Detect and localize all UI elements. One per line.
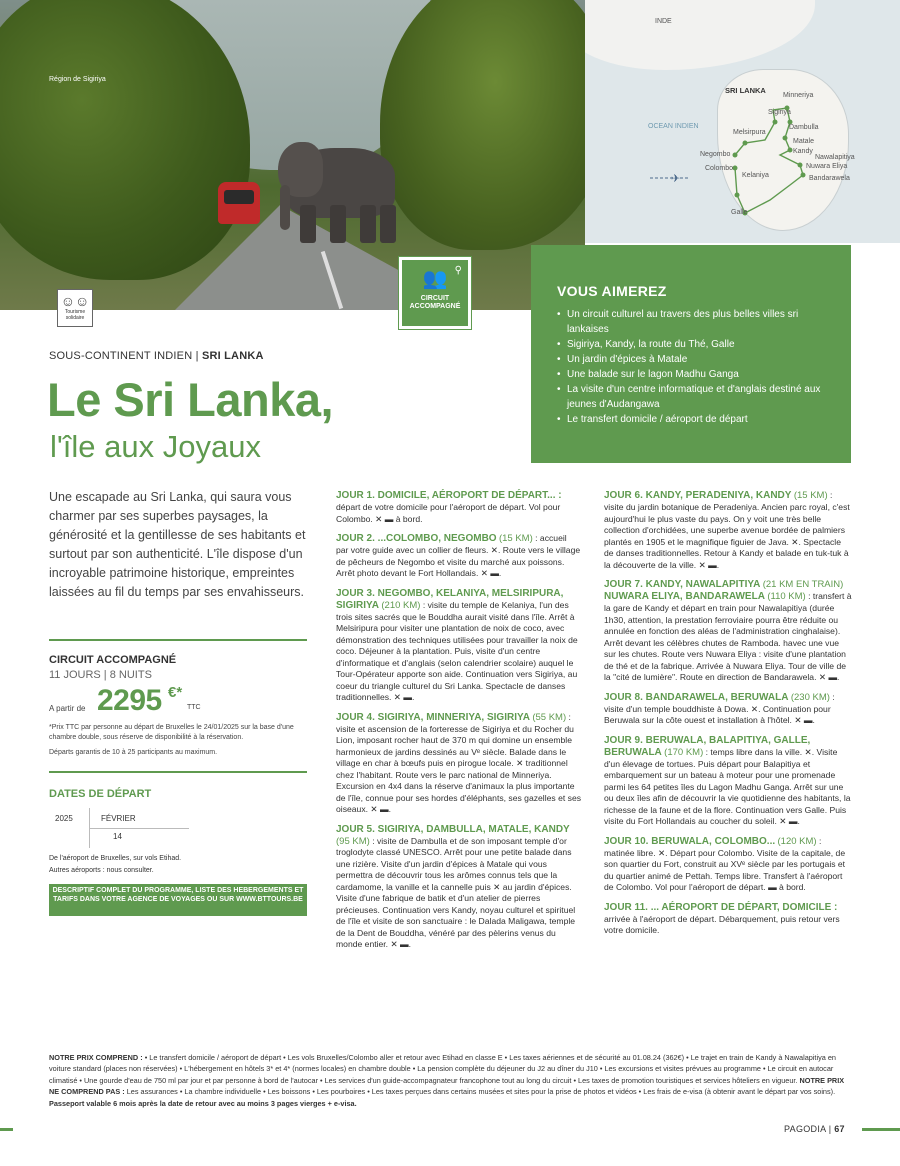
location-pin-icon: ⚲ xyxy=(454,265,462,276)
itinerary-day xyxy=(336,490,581,525)
circuit-badge-line1: CIRCUIT xyxy=(420,295,450,302)
day-text: : visite du temple de Kelaniya, l'un des trois sites sacrés que le Bouddha aurait visité dans l'île. Arrêt à Melsiripura pour visiter une plantation de noix de coco, avec démonstration des techniques utilisées pour travailler la noix de coco. Déjeuner à la plantation. Puis, visite d'un centre d'informatique et d'anglais (selon calendrier scolaire) auquel le Tour-Opérateur apporte son aide. Continuation vers Sigiriya, au coeur du triangle culturel du Sri Lanka. Spectacle de danses traditionnelles. ✕ ▬. xyxy=(336,599,578,702)
day-distance: (230 KM) xyxy=(790,691,830,703)
itinerary-day xyxy=(604,836,852,894)
dates-month: FÉVRIER xyxy=(101,814,136,823)
dates-hline xyxy=(89,828,189,829)
map-label-negombo: Negombo xyxy=(700,151,731,158)
includes-text: • Le transfert domicile / aéroport de départ • Les vols Bruxelles/Colombo aller et retour avec Etihad en classe E • Les taxes aériennes et de sécurité au 01.08.24 (362€) • Le trajet en train de Kandy à Nawalapitiya en voiture standard (places non réservées) • L'hébergement en hôtels 3* et 4* (normes locales) en chambre double • La pension complète du déjeuner du J2 au dîner du J10 • Les excursions et visites prévues au programme • Le circuit en autocar climatisé • Une gourde d'eau de 750 ml par jour et par personne à bord de l'autocar • Les services d'un guide-accompagnateur francophone tout au long du circuit • Les taxes de promotion touristiques et services hôteliers en vigueur. xyxy=(49,1053,836,1085)
day-title: JOUR 10. BERUWALA, COLOMBO... xyxy=(604,835,776,847)
highlight-item: • Un circuit culturel au travers des plus belles villes sri lankaises xyxy=(557,307,827,337)
highlight-item: • Sigiriya, Kandy, la route du Thé, Galle xyxy=(557,337,827,352)
region-name: SOUS-CONTINENT INDIEN xyxy=(49,350,193,362)
price-value: 2295 xyxy=(97,684,162,717)
map-route-svg xyxy=(585,0,900,243)
brand-name: PAGODIA xyxy=(784,1124,826,1134)
departures-guarantee-note: Départs garantis de 10 à 25 participants au maximum. xyxy=(49,749,218,756)
day-title: JOUR 2. ...COLOMBO, NEGOMBO xyxy=(336,533,497,544)
day-title: JOUR 4. SIGIRIYA, MINNERIYA, SIGIRIYA xyxy=(336,711,530,723)
conditions-text xyxy=(49,1052,852,1109)
map-label-colombo: Colombo xyxy=(705,165,734,172)
route-map xyxy=(585,0,900,243)
includes-label: NOTRE PRIX COMPREND : xyxy=(49,1053,143,1062)
tuktuk-figure xyxy=(218,182,260,224)
day-distance: (55 KM) xyxy=(532,711,567,723)
passport-note: Passeport valable 6 mois après la date de retour avec au moins 3 pages vierges + e-visa. xyxy=(49,1098,357,1108)
page-subtitle: l'île aux Joyaux xyxy=(50,429,261,464)
elephant-leg xyxy=(380,205,396,243)
dates-day: 14 xyxy=(113,832,122,841)
map-label-minneriya: Minneriya xyxy=(783,92,814,99)
day-distance: (95 KM) xyxy=(336,835,370,847)
offer-type: CIRCUIT ACCOMPAGNÉ xyxy=(49,654,177,666)
day-title: JOUR 3. NEGOMBO, KELANIYA, MELSIRIPURA, SIGIRIYA xyxy=(336,587,564,611)
hero-caption: Région de Sigiriya xyxy=(49,76,106,83)
highlights-title: VOUS AIMEREZ xyxy=(557,283,667,299)
program-link-banner[interactable]: DESCRIPTIF COMPLET DU PROGRAMME, LISTE DES HEBERGEMENTS ET TARIFS DANS VOTRE AGENCE DE VOYAGES OU SUR WWW.BTTOURS.BE xyxy=(49,884,307,916)
page-footer xyxy=(784,1124,845,1134)
map-label-sea: OCEAN INDIEN xyxy=(648,123,699,130)
map-label-bandarawela: Bandarawela xyxy=(809,175,850,182)
highlights-list xyxy=(557,307,827,427)
route-stops xyxy=(733,106,806,216)
country-name: SRI LANKA xyxy=(201,350,264,362)
itinerary-day xyxy=(604,902,852,937)
highlight-item: • Un jardin d'épices à Matale xyxy=(557,352,827,367)
map-label-sigiriya: Sigiriya xyxy=(768,109,791,116)
tourism-badge-line1: Tourisme xyxy=(64,309,86,315)
elephant-leg xyxy=(360,205,376,243)
excludes-text: Les assurances • La chambre individuelle • Les boissons • Les pourboires • Les taxes perçues dans certains musées et sites pour la prise de photos et vidéos • Les frais de e-visa (à obtenir avant le départ par vos soins). xyxy=(126,1087,836,1097)
itinerary-column-2 xyxy=(604,490,852,945)
circuit-accompagne-badge xyxy=(399,257,471,329)
day-distance: (210 KM) xyxy=(381,599,421,611)
day-distance: (21 KM EN TRAIN) xyxy=(762,579,844,590)
day-title: JOUR 8. BANDARAWELA, BERUWALA xyxy=(604,691,789,703)
day-distance: (120 KM) xyxy=(777,835,817,847)
day-text: : visite et ascension de la forteresse de Sigiriya et du Rocher du Lion, imposant rocher haut de 370 m qui domine un ensemble harmonieux de jardins dessinés au Vᵉ siècle. Balade dans le village en char à bœufs puis en pirogue locale. ✕ traditionnel chez l'habitant. Route vers le parc national de Minneriya. Excursion en 4x4 dans la réserve d'animaux la plus importante de l'île, connue pour ses hordes d'éléphants, ses gazelles et ses oiseaux. ✕ ▬. xyxy=(336,711,582,814)
circuit-badge-line2: ACCOMPAGNÉ xyxy=(409,303,461,310)
itinerary-day xyxy=(336,588,581,704)
map-label-galle: Galle xyxy=(731,209,748,216)
divider xyxy=(49,639,307,641)
map-label-kelaniya: Kelaniya xyxy=(742,172,769,179)
departure-note-line1: De l'aéroport de Bruxelles, sur vols Etihad. xyxy=(49,855,182,862)
map-label-kandy: Kandy xyxy=(793,148,813,155)
price-from-label: A partir de xyxy=(49,704,86,713)
group-people-icon: 👥 xyxy=(422,268,448,290)
day-text: : matinée libre. ✕. Départ pour Colombo. Visite de la capitale, de son quartier du Fort, construit au XVᵉ siècle par les portugais et du quartier animé de Pettah. Temps libre. Transfert à l'aéroport de Colombo. Vol pour l'aéroport de départ. ▬ à bord. xyxy=(604,835,846,892)
tourism-solidaire-badge xyxy=(57,289,93,327)
excludes-label: NOTRE PRIX NE COMPREND PAS : xyxy=(49,1075,845,1097)
itinerary-day xyxy=(336,824,581,951)
day-text: : visite d'un temple bouddhiste à Dowa. ✕. Continuation pour Beruwala sur la côte ouest et installation à l'hôtel. ✕ ▬. xyxy=(604,691,835,725)
day-title: JOUR 7. KANDY, NAWALAPITIYA xyxy=(604,579,761,590)
footer-rule-right xyxy=(862,1128,900,1131)
day-text: : visite du jardin botanique de Peradeniya. Ancien parc royal, c'est aujourd'hui le plus vaste du pays. On y voit une très belle collection d'orchidées, une superbe avenue bordée de palmiers plantés en 1905 et le magnifique figuier de Java. ✕. Spectacle de danses traditionnelles. Retour à Kandy et balade en tuk-tuk à la découverte de la ville. ✕ ▬. xyxy=(604,490,850,570)
departure-note-line2: Autres aéroports : nous consulter. xyxy=(49,867,154,874)
price-block xyxy=(49,684,307,720)
elephant-leg xyxy=(330,205,346,243)
itinerary-day xyxy=(604,692,852,727)
day-text: : visite de Dambulla et de son imposant temple d'or troglodyte classé UNESCO. Arrêt pour une petite balade dans une rizière. Visite d'un jardin d'épices à Matale qui vous permettra de découvrir tous les arômes connus tels que la cardamome, la vanille et la cannelle puis ✕ au jardin d'épices. Visite d'une fabrique de batik et d'un atelier de pierres précieuses. Continuation vers Kandy, noyau culturel et spirituel de l'île et visite de son sanctuaire : le Dalada Maligawa, temple de la Dent de Bouddha, vénéré par des pèlerins venus du monde entier. ✕ ▬. xyxy=(336,835,576,949)
region-separator: | xyxy=(195,350,199,362)
itinerary-column-1 xyxy=(336,490,581,959)
day-title: JOUR 11. ... AÉROPORT DE DÉPART, DOMICILE : xyxy=(604,901,838,913)
people-group-icon: ☺☺ xyxy=(60,293,90,309)
day-title: JOUR 1. DOMICILE, AÉROPORT DE DÉPART... : xyxy=(336,490,562,501)
offer-duration: 11 JOURS | 8 NUITS xyxy=(49,669,152,681)
price-note: *Prix TTC par personne au départ de Bruxelles le 24/01/2025 sur la base d'une chambre double, sous réserve de disponibilité à la réservation. xyxy=(49,724,294,741)
day-title: JOUR 6. KANDY, PERADENIYA, KANDY xyxy=(604,490,792,501)
hero-photo xyxy=(0,0,585,310)
itinerary-day xyxy=(604,579,852,684)
day-title-continued: NUWARA ELIYA, BANDARAWELA xyxy=(604,591,765,602)
map-label-dambulla: Dambulla xyxy=(789,124,819,131)
itinerary-day xyxy=(336,533,581,580)
itinerary-day xyxy=(336,712,581,816)
region-line xyxy=(49,350,264,362)
day-distance: (15 KM) xyxy=(793,490,828,501)
map-label-matale: Matale xyxy=(793,138,815,145)
tourism-badge-line2: solidaire xyxy=(65,315,85,321)
elephant-leg xyxy=(300,205,316,243)
map-label-nuwara-eliya: Nuwara Eliya xyxy=(806,163,848,170)
highlight-item: • Le transfert domicile / aéroport de départ xyxy=(557,412,827,427)
day-text: : transfert à la gare de Kandy et départ en train pour Nawalapitiya (durée 1h30, attention, la prestation ferroviaire pourra être réduite ou annulée en fonction des aléas de l'administration cinghalaise). Arrêt devant les célèbres chutes de Ramboda. havec une vue sur les chutes. Route vers Nuwara Eliya : visite d'une plantation de thé et de la fabrique. Arrivée à Nuwara Eliya. Tour de ville de la "cité de lumière". Route en direction de Bandarawela. ✕ ▬. xyxy=(604,591,852,682)
itinerary-day xyxy=(604,735,852,828)
highlight-item: • Une balade sur le lagon Madhu Ganga xyxy=(557,367,827,382)
day-distance-2: (110 KM) xyxy=(767,591,806,602)
day-title: JOUR 9. BERUWALA, BALAPITIYA, GALLE, BERUWALA xyxy=(604,734,811,758)
map-label-nawalapitiya: Nawalapitiya xyxy=(815,154,855,161)
day-distance: (170 KM) xyxy=(664,746,704,758)
day-text: arrivée à l'aéroport de départ. Débarquement, puis retour vers votre domicile. xyxy=(604,913,840,935)
elephant-trunk xyxy=(280,185,290,230)
dates-title: DATES DE DÉPART xyxy=(49,788,152,800)
map-label-srilanka: SRI LANKA xyxy=(725,86,766,95)
day-text: départ de votre domicile pour l'aéroport de départ. Vol pour Colombo. ✕ ▬ à bord. xyxy=(336,502,561,524)
map-label-india: INDE xyxy=(655,18,672,25)
plane-icon: ✈ xyxy=(671,173,681,185)
footer-rule-left xyxy=(0,1128,13,1131)
highlight-item: • La visite d'un centre informatique et d'anglais destiné aux jeunes d'Audangawa xyxy=(557,382,827,412)
day-distance: (15 KM) xyxy=(498,533,533,544)
page-title: Le Sri Lanka, xyxy=(47,373,334,426)
itinerary-day xyxy=(604,490,852,571)
highlights-box xyxy=(531,245,851,463)
dates-year: 2025 xyxy=(55,814,73,823)
departure-note xyxy=(49,853,181,877)
divider xyxy=(49,771,307,773)
footer-separator: | xyxy=(828,1124,832,1134)
page-number: 67 xyxy=(834,1124,845,1134)
price-ttc: TTC xyxy=(187,704,201,711)
map-label-melsirpura: Melsirpura xyxy=(733,129,766,136)
day-title: JOUR 5. SIGIRIYA, DAMBULLA, MATALE, KANDY xyxy=(336,823,570,835)
day-text: : accueil par votre guide avec un collier de fleurs. ✕. Route vers le village de pêcheurs de Negombo et visite du marché aux poissons. Arrêt photo devant le Fort Hollandais. ✕ ▬. xyxy=(336,533,581,578)
day-text: : temps libre dans la ville. ✕. Visite d'un élevage de tortues. Puis départ pour Balapitiya et embarquement sur un bateau à moteur pour une promenade parmi les 64 petites îles du Lagon Madhu Ganga. Arrêt sur une ou deux îles afin de découvrir la vie quotidienne des habitants, la richesse de la faune et de la flore. Continuation vers Galle. Puis visite du Fort Hollandais au coucher du soleil. ✕ ▬. xyxy=(604,746,851,826)
price-currency: €* xyxy=(168,684,183,701)
intro-paragraph: Une escapade au Sri Lanka, qui saura vous charmer par ses superbes paysages, la générosité et la gentillesse de ses habitants et surtout par son authenticité. L'île dispose d'un incroyable patrimoine historique, empreintes laissées au fil du temps par ses envahisseurs. xyxy=(49,490,306,599)
